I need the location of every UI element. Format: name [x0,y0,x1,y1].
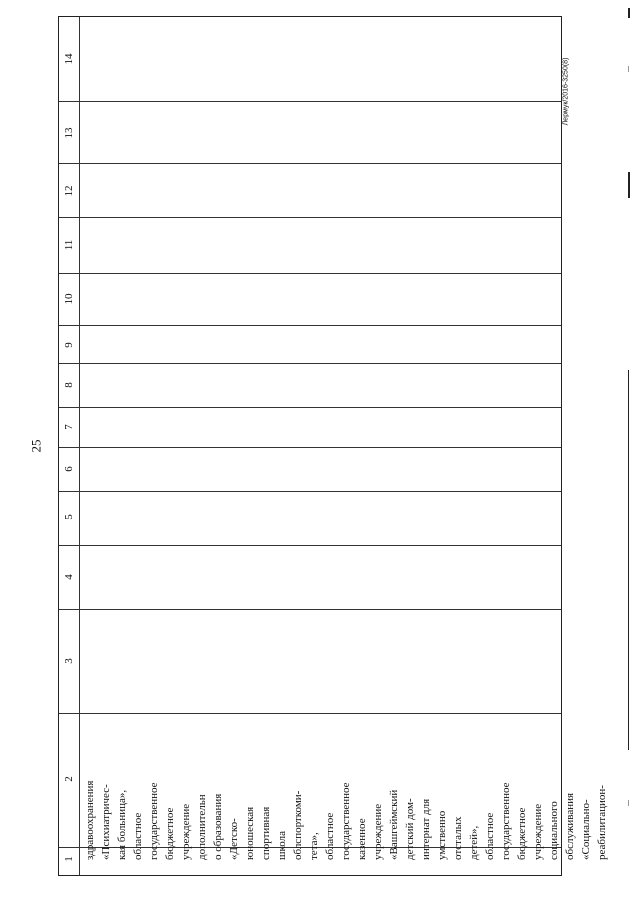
column-number: 11 [63,239,75,251]
cell-text-line: школа [276,831,288,860]
cell-text-line: интернат для [420,798,432,860]
row-line [59,163,561,164]
cell-text-line: «Детско- [228,818,240,860]
edge-dot [628,800,629,806]
cell-text-line: здравоохранения [84,780,96,860]
cell-text-line: реабилитацион- [596,785,608,860]
cell-text-line: социального [548,801,560,860]
cell-text-line: о образования [212,793,224,860]
cell-text-line: учреждение [180,803,192,860]
cell-text-line: бюджетное [516,807,528,860]
column-number: 7 [63,424,75,430]
cell-text-line: областное [484,812,496,860]
cell-text-line: учреждение [372,803,384,860]
cell-text-line: учреждение [532,803,544,860]
column-number: 1 [63,856,75,862]
cell-text-line: «Вашгеймский [388,789,400,860]
cell-text-line: государственное [340,782,352,860]
cell-text-line: спортивная [260,806,272,860]
column-number: 5 [63,514,75,520]
column-number: 6 [63,466,75,472]
row-line [59,273,561,274]
row-line [59,447,561,448]
edge-mark [628,370,629,750]
cell-text-line: дополнительн [196,794,208,860]
edge-mark [628,8,630,18]
cell-text-line: «Социально- [580,799,592,860]
row-line [59,491,561,492]
column-number: 9 [63,342,75,348]
cell-text-line: бюджетное [164,807,176,860]
row-line [59,545,561,546]
cell-text-line: юношеская [244,806,256,860]
cell-text-line: умственно [436,810,448,860]
column3-cell-text [82,610,610,860]
cell-text-line: обслуживания [564,792,576,860]
edge-dot [628,66,629,72]
column-number: 13 [63,127,75,139]
column-number: 12 [63,185,75,197]
column-number: 2 [63,776,75,782]
column-number: 3 [63,658,75,664]
cell-text-line: отсталых [452,816,464,860]
cell-text-line: государственное [500,782,512,860]
cell-text-line: областное [132,812,144,860]
cell-text-line: областное [324,812,336,860]
cell-text-line: детей», [468,825,480,860]
column-number: 10 [63,293,75,305]
row-line [59,407,561,408]
edge-mark [628,172,630,198]
cell-text-line: облспорткоми- [292,790,304,860]
row-line [59,325,561,326]
column-number: 4 [63,574,75,580]
cell-text-line: кая больница», [116,789,128,860]
column-number: 14 [63,53,75,65]
cell-text-line: «Психиатричес- [100,784,112,860]
cell-text-line: казенное [356,818,368,860]
header-band-line [79,17,80,875]
page-number: 25 [28,439,44,453]
row-line [59,363,561,364]
cell-text-line: детский дом- [404,798,416,860]
cell-text-line: государственное [148,782,160,860]
cell-text-line: тета», [308,832,320,860]
document-code: Лермук/2016-3250(8) [562,57,570,126]
row-line [59,101,561,102]
row-line [59,217,561,218]
column-number: 8 [63,382,75,388]
